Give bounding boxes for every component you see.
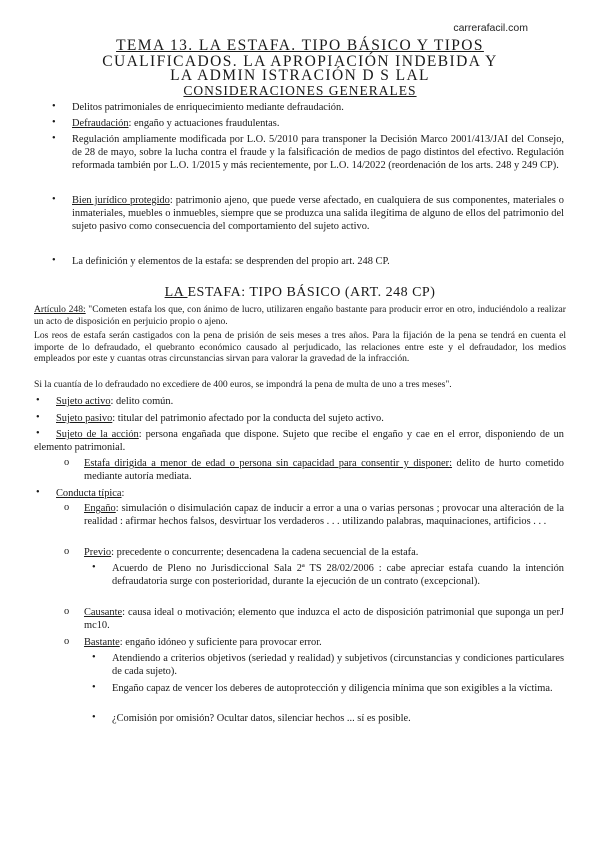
bullet-dot: •	[92, 562, 96, 573]
bullet-dot: •	[52, 117, 56, 128]
bullet-circle: o	[64, 636, 70, 647]
bullet-dot: •	[92, 652, 96, 663]
term: Sujeto activo	[56, 396, 111, 407]
text: : persona engañada que dispone. Sujeto que recibe el engaño y cae en el error, disponiendo de un elemento patrimonial.	[34, 429, 564, 453]
subtitle: CONSIDERACIONES GENERALES	[183, 83, 417, 98]
bullet-dot: •	[36, 412, 40, 423]
bullet-dot: •	[52, 194, 56, 205]
text: : causa ideal o motivación; elemento que induzca el acto de disposición patrimonial que suponga un perJ mc10.	[84, 607, 564, 631]
bullet-dot: •	[36, 487, 40, 498]
engano	[84, 502, 564, 528]
term: Causante	[84, 607, 123, 618]
estafa-menor	[84, 457, 564, 483]
bullet-circle: o	[64, 546, 70, 557]
text: : engaño y actuaciones fraudulentas.	[128, 118, 280, 129]
section-heading	[60, 285, 540, 301]
term: Defraudación	[72, 118, 129, 129]
conducta-tipica	[56, 487, 564, 500]
article-label: Artículo 248:	[34, 304, 86, 315]
term: Sujeto pasivo	[56, 413, 113, 424]
article-paragraph-2: Los reos de estafa serán castigados con la pena de prisión de seis meses a tres años. Para la fijación de la pena se tendrá en cuenta el importe de lo defraudado, el quebranto económico causado al perjudicado, las relaciones entre este y el defraudador, los medios empleados por este y cuantas otras circunstancias sirvan para valorar la gravedad de la infracción.	[34, 330, 566, 364]
bullet-dot: •	[36, 428, 40, 439]
bullet-circle: o	[64, 606, 70, 617]
bullet-circle: o	[64, 502, 70, 513]
heading-underlined: LA	[164, 285, 188, 300]
general-item-2	[72, 117, 562, 130]
article-quote	[34, 304, 566, 327]
text: : precedente o concurrente; desencadena la cadena secuencial de la estafa.	[111, 547, 419, 558]
text: : patrimonio ajeno, que puede verse afectado, en cualquiera de sus componentes, materiales o inmateriales, muebles o inmuebles, siempre que se produzca una salida ilegítima de alguno de ellos del patrimonio del sujeto pasivo como consecuencia del comportamiento del sujeto activo.	[72, 195, 564, 232]
general-item-3: Regulación ampliamente modificada por L.O. 5/2010 para transponer la Decisión Marco 2001/413/JAI del Consejo, de 28 de mayo, sobre la lucha contra el fraude y la falsificación de medios de pago distintos del efectivo. Regulación reformada también por L.O. 1/2015 y más recientemente, por L.O. 14/2022 (reordenación de los arts. 248 y 249 CP).	[72, 134, 564, 171]
sujeto-accion	[34, 428, 564, 454]
title-line-2: CUALIFICADOS. LA APROPIACIÓN INDEBIDA Y	[102, 53, 498, 70]
article-text: "Cometen estafa los que, con ánimo de lucro, utilizaren engaño bastante para producir error en otro, induciéndolo a realizar un acto de disposición en perjuicio propio o ajeno.	[34, 304, 566, 327]
heading-rest: ESTAFA: TIPO BÁSICO (ART. 248 CP)	[187, 285, 436, 300]
term: Engaño	[84, 503, 116, 514]
term: Bien jurídico protegido	[72, 195, 170, 206]
bullet-dot: •	[52, 133, 56, 144]
bastante	[84, 636, 564, 649]
title-line-3: LA ADMIN ISTRACIÓN D S LAL	[170, 67, 430, 84]
bastante-autoproteccion: Engaño capaz de vencer los deberes de autoprotección y diligencia mínima que son exigibles a la víctima.	[112, 683, 553, 694]
bullet-circle: o	[64, 457, 70, 468]
title-line-1: TEMA 13. LA ESTAFA. TIPO BÁSICO Y TIPOS	[116, 37, 484, 54]
article-paragraph-3: Si la cuantía de lo defraudado no excediere de 400 euros, se impondrá la pena de multa de uno a tres meses".	[34, 379, 452, 390]
bastante-criteria: Atendiendo a criterios objetivos (seriedad y realidad) y subjetivos (circunstancias y condiciones particulares de cada sujeto).	[112, 653, 564, 677]
comision-omision: ¿Comisión por omisión? Ocultar datos, silenciar hechos ... sí es posible.	[112, 713, 411, 724]
causante	[84, 606, 564, 632]
bullet-dot: •	[92, 682, 96, 693]
sujeto-activo	[56, 395, 564, 408]
text: delito de hurto cometido mediante autoría mediata.	[84, 458, 564, 482]
bullet-dot: •	[92, 712, 96, 723]
text: : titular del patrimonio afectado por la conducta del sujeto activo.	[112, 413, 384, 424]
site-watermark: carrerafacil.com	[453, 22, 528, 34]
bullet-dot: •	[36, 395, 40, 406]
general-item-5: La definición y elementos de la estafa: se desprenden del propio art. 248 CP.	[72, 256, 390, 267]
text: : delito común.	[110, 396, 174, 407]
previo	[84, 546, 564, 559]
term: Previo	[84, 547, 112, 558]
term: Sujeto de la acción	[56, 429, 139, 440]
text: :	[121, 488, 125, 499]
term: Estafa dirigida a menor de edad o persona sin capacidad para consentir y disponer:	[84, 458, 453, 469]
term: Conducta típica	[56, 488, 122, 499]
term: Bastante	[84, 637, 120, 648]
bullet-dot: •	[52, 101, 56, 112]
general-item-1: Delitos patrimoniales de enriquecimiento mediante defraudación.	[72, 102, 344, 113]
sujeto-pasivo	[56, 412, 564, 425]
general-item-4	[72, 194, 564, 233]
text: : engaño idóneo y suficiente para provocar error.	[119, 637, 322, 648]
acuerdo-pleno: Acuerdo de Pleno no Jurisdiccional Sala 2ª TS 28/02/2006 : cabe apreciar estafa cuando la intención defraudatoria surge con posterioridad, durante la ejecución de un contrato (excepcional).	[112, 563, 564, 587]
bullet-dot: •	[52, 255, 56, 266]
text: : simulación o disimulación capaz de inducir a error a una o varias personas ; provocar una alteración de la realidad : afirmar hechos falsos, desvirtuar los verdaderos . . . utilizando palabras, maquinaciones, artificios . . .	[84, 503, 564, 527]
